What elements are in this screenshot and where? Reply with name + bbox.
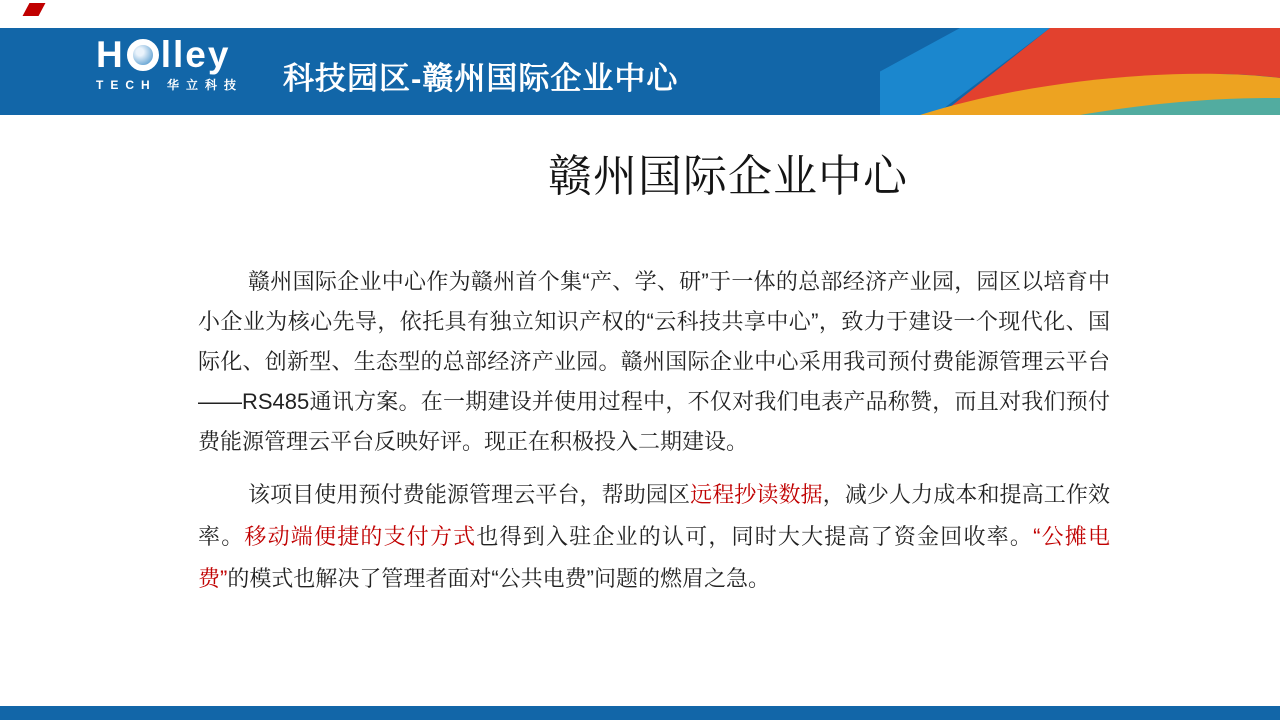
body-text: 该项目使用预付费能源管理云平台，帮助园区: [248, 482, 691, 507]
logo-letters-lley: lley: [160, 34, 231, 75]
holley-logo: [96, 34, 244, 93]
paragraph-1: 赣州国际企业中心作为赣州首个集“产、学、研”于一体的总部经济产业园，园区以培育中小企业为核心先导，依托具有独立知识产权的“云科技共享中心”，致力于建设一个现代化、国际化、创新型、生态型的总部经济产业园。赣州国际企业中心采用我司预付费能源管理云平台——RS485通讯方案。在一期建设并使用过程中，不仅对我们电表产品称赞，而且对我们预付费能源管理云平台反映好评。现正在积极投入二期建设。: [198, 269, 1110, 454]
highlight-red-text: 移动端便捷的支付方式: [244, 524, 477, 549]
logo-o-swirl-icon: [127, 39, 159, 71]
highlight-red-text: “公摊电费”: [198, 524, 1110, 591]
body-text: 的模式也解决了管理者面对“公共电费”问题的燃眉之急。: [227, 566, 770, 591]
corner-decoration: [880, 28, 1280, 115]
red-corner-mark: [23, 3, 46, 16]
header-bar: [0, 28, 1280, 115]
holley-logo-wordmark: [96, 34, 243, 75]
slide-title: 赣州国际企业中心: [548, 152, 908, 201]
body-text: 也得到入驻企业的认可，同时大大提高了资金回收率。: [476, 524, 1034, 549]
footer-bar: [0, 706, 1280, 720]
paragraph-2: [198, 474, 1110, 600]
highlight-red-text: 远程抄读数据: [690, 482, 823, 507]
header-title: 科技园区-赣州国际企业中心: [283, 61, 679, 96]
body-text: ，减少人力成本和提高工作效率。: [198, 482, 1110, 549]
logo-letter-h: H: [96, 34, 125, 75]
holley-logo-subtext: TECH 华立科技: [96, 78, 244, 92]
